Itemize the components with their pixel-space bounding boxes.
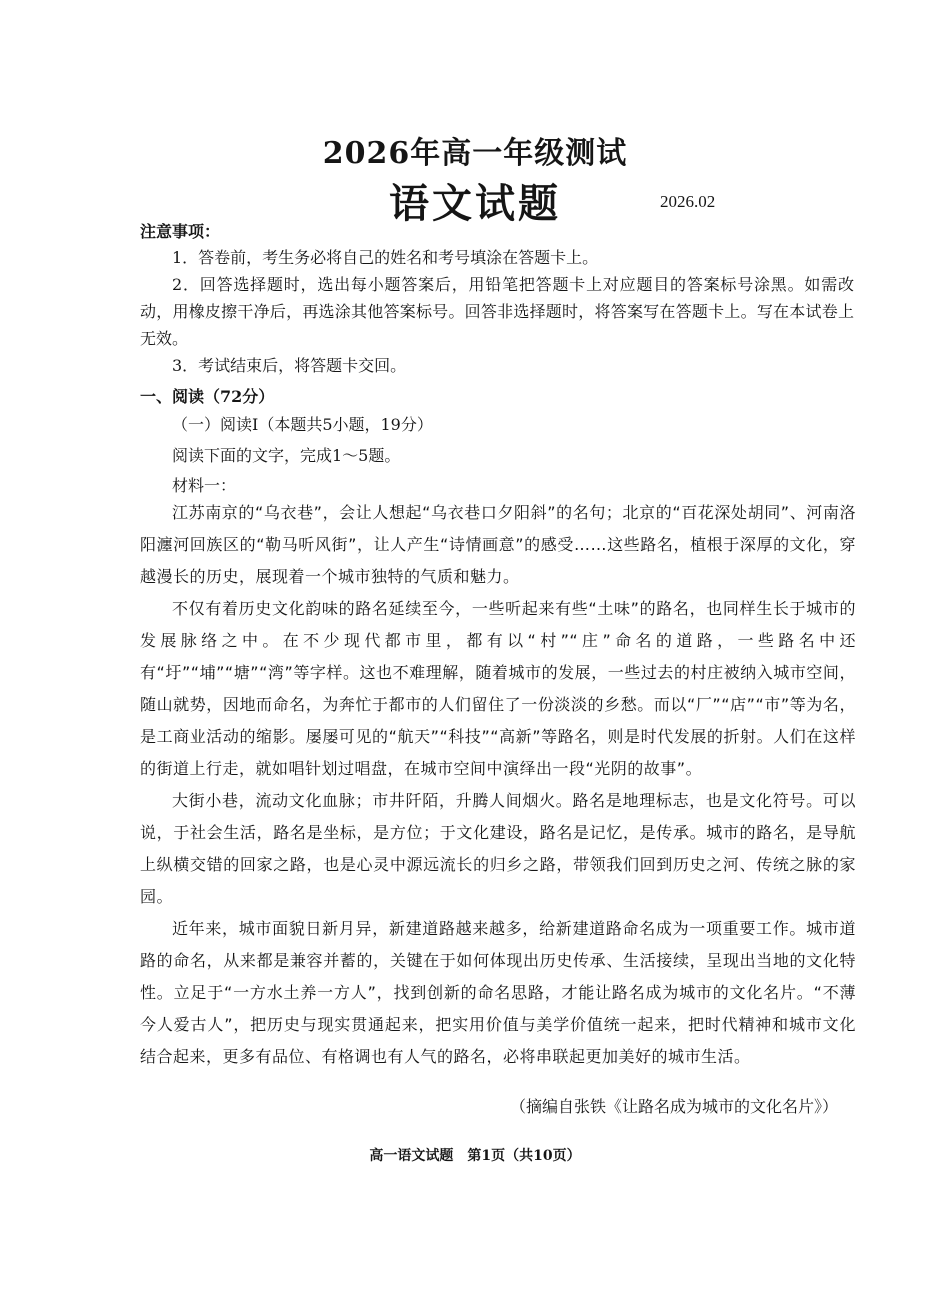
section-instruction: 阅读下面的文字，完成1～5题。 <box>172 446 401 465</box>
material-paragraph-1: 江苏南京的“乌衣巷”，会让人想起“乌衣巷口夕阳斜”的名句；北京的“百花深处胡同”、河南洛阳瀍河回族区的“勒马听风街”，让人产生“诗情画意”的感受……这些路名，植根于深厚的文化，穿越漫长的历史，展现着一个城市独特的气质和魅力。 <box>140 503 856 586</box>
material-source: （摘编自张铁《让路名成为城市的文化名片》） <box>509 1097 838 1116</box>
material-paragraph-3: 大街小巷，流动文化血脉；市井阡陌，升腾人间烟火。路名是地理标志，也是文化符号。可以说，于社会生活，路名是坐标，是方位；于文化建设，路名是记忆，是传承。城市的路名，是导航上纵横交错的回家之路，也是心灵中源远流长的归乡之路，带领我们回到历史之河、传统之脉的家园。 <box>140 791 856 906</box>
section-sub-heading: （一）阅读Ⅰ（本题共5小题，19分） <box>172 415 433 434</box>
notice-heading: 注意事项： <box>140 222 221 241</box>
exam-title: 2026年高一年级测试 <box>322 136 628 171</box>
exam-date: 2026.02 <box>660 192 716 211</box>
notice-item-1: 1．答卷前，考生务必将自己的姓名和考号填涂在答题卡上。 <box>172 248 599 267</box>
subject-title: 语文试题 <box>389 180 561 227</box>
page-footer: 高一语文试题 第1页（共10页） <box>369 1148 581 1164</box>
notice-item-3: 3．考试结束后，将答题卡交回。 <box>172 356 407 375</box>
material-paragraph-4: 近年来，城市面貌日新月异，新建道路越来越多，给新建道路命名成为一项重要工作。城市道路的命名，从来都是兼容并蓄的，关键在于如何体现出历史传承、生活接续，呈现出当地的文化特性。立足于“一方水土养一方人”，找到创新的命名思路，才能让路名成为城市的文化名片。“不薄今人爱古人”，把历史与现实贯通起来，把实用价值与美学价值统一起来，把时代精神和城市文化结合起来，更多有品位、有格调也有人气的路名，必将串联起更加美好的城市生活。 <box>140 919 856 1066</box>
material-passage <box>140 497 856 1073</box>
section-heading: 一、阅读（72分） <box>140 387 275 406</box>
material-paragraph-2: 不仅有着历史文化韵味的路名延续至今，一些听起来有些“土味”的路名，也同样生长于城市的发展脉络之中。在不少现代都市里，都有以“村”“庄”命名的道路，一些路名中还有“圩”“埔”“塘”“湾”等字样。这也不难理解，随着城市的发展，一些过去的村庄被纳入城市空间，随山就势，因地而命名，为奔忙于都市的人们留住了一份淡淡的乡愁。而以“厂”“店”“市”等为名，是工商业活动的缩影。屡屡可见的“航天”“科技”“高新”等路名，则是时代发展的折射。人们在这样的街道上行走，就如唱针划过唱盘，在城市空间中演绎出一段“光阴的故事”。 <box>140 599 856 778</box>
material-label: 材料一： <box>172 476 237 495</box>
notice-item-2: 2．回答选择题时，选出每小题答案后，用铅笔把答题卡上对应题目的答案标号涂黑。如需改动，用橡皮擦干净后，再选涂其他答案标号。回答非选择题时，将答案写在答题卡上。写在本试卷上无效。 <box>140 275 854 348</box>
